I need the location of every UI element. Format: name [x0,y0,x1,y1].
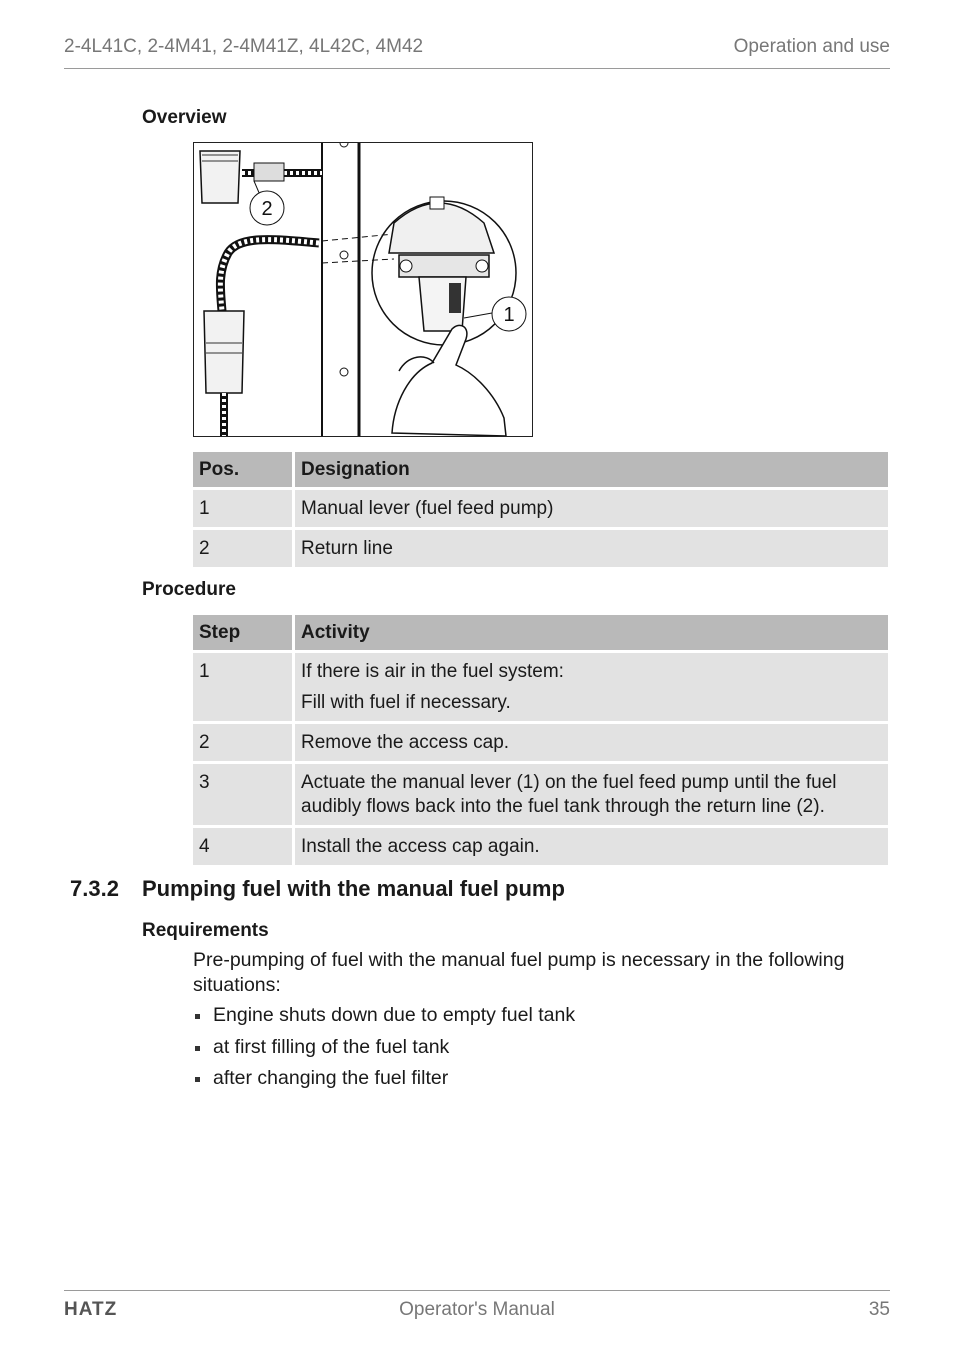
requirements-intro: Pre-pumping of fuel with the manual fuel pump is necessary in the following situations: [193,949,845,996]
header-chapter: Operation and use [733,36,890,57]
overview-heading: Overview [142,107,227,128]
col-header-pos: Pos. [193,452,295,487]
overview-table [193,449,888,570]
table-header-row [193,452,888,487]
list-item [193,1067,575,1099]
requirements-heading: Requirements [142,920,269,941]
table-row [193,530,888,567]
page-footer [64,1290,890,1331]
page-number: 35 [868,1299,890,1320]
pos-cell: 2 [193,530,295,567]
section-title: Pumping fuel with the manual fuel pump [142,876,565,901]
step-cell: 2 [193,724,295,761]
table-row [193,828,888,865]
col-header-step: Step [193,615,295,650]
activity-cell [295,653,888,721]
col-header-designation: Designation [295,452,888,487]
table-row [193,724,888,761]
activity-cell: Install the access cap again. [295,828,888,865]
requirements-list [193,1004,575,1099]
list-item [193,1004,575,1036]
activity-cell: Remove the access cap. [295,724,888,761]
step-cell: 3 [193,764,295,825]
step-cell: 4 [193,828,295,865]
list-item [193,1036,575,1068]
activity-cell: Actuate the manual lever (1) on the fuel feed pump until the fuel audibly flows back into the fuel tank through the return line (2). [295,764,888,825]
designation-cell: Return line [295,530,888,567]
designation-cell: Manual lever (fuel feed pump) [295,490,888,527]
callout-2: 2 [261,198,273,220]
procedure-heading: Procedure [142,579,236,600]
activity-line: Fill with fuel if necessary. [301,692,511,713]
list-item-text: at first filling of the fuel tank [213,1035,450,1058]
fuel-pump-figure [193,142,533,437]
section-heading [70,876,565,902]
header-models: 2-4L41C, 2-4M41, 2-4M41Z, 4L42C, 4M42 [64,36,424,57]
step-cell: 1 [193,653,295,721]
fuel-pump-illustration [194,143,532,436]
list-item-text: Engine shuts down due to empty fuel tank [213,1004,576,1026]
procedure-table [193,612,888,868]
bullet-square-icon [195,1014,200,1019]
bullet-square-icon [195,1077,200,1082]
bullet-square-icon [195,1046,200,1051]
table-row [193,490,888,527]
footer-manual-title: Operator's Manual [399,1299,555,1320]
col-header-activity: Activity [295,615,888,650]
page-header [64,36,890,69]
callout-1: 1 [503,304,515,326]
table-header-row [193,615,888,650]
section-number: 7.3.2 [70,876,119,901]
list-item-text: after changing the fuel filter [213,1067,449,1089]
table-row [193,653,888,721]
activity-line: If there is air in the fuel system: [301,661,564,682]
pos-cell: 1 [193,490,295,527]
brand-logo: HATZ [64,1299,118,1320]
table-row [193,764,888,825]
